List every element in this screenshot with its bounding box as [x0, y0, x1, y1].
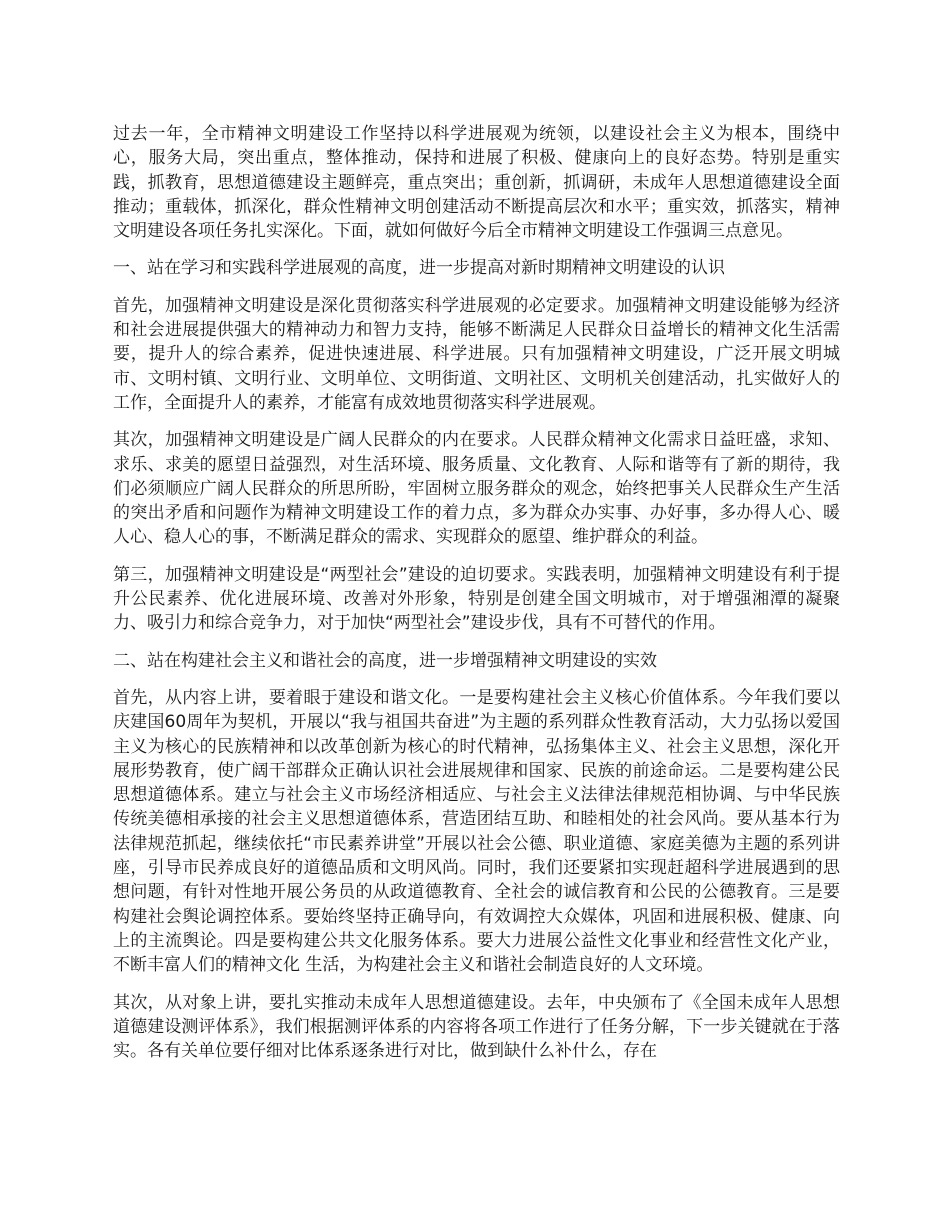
body-paragraph: 首先，从内容上讲，要着眼于建设和谐文化。一是要构建社会主义核心价值体系。今年我们要以庆建国60周年为契机，开展以“我与祖国共奋进”为主题的系列群众性教育活动，大力弘扬以爱国主义为核心的民族精神和以改革创新为核心的时代精神，弘扬集体主义、社会主义思想，深化开展形势教育，使广阔干部群众正确认识社会进展规律和国家、民族的前途命运。二是要构建公民思想道德体系。建立与社会主义市场经济相适应、与社会主义法律法律规范相协调、与中华民族传统美德相承接的社会主义思想道德体系，营造团结互助、和睦相处的社会风尚。要从基本行为法律规范抓起，继续依托“市民素养讲堂”开展以社会公德、职业道德、家庭美德为主题的系列讲座，引导市民养成良好的道德品质和文明风尚。同时，我们还要紧扣实现赶超科学进展遇到的思想问题，有针对性地开展公务员的从政道德教育、全社会的诚信教育和公民的公德教育。三是要构建社会舆论调控体系。要始终坚持正确导向，有效调控大众媒体，巩固和进展积极、健康、向上的主流舆论。四是要构建公共文化服务体系。要大力进展公益性文化事业和经营性文化产业，不断丰富人们的精神文化 生活，为构建社会主义和谐社会制造良好的人文环境。 — [113, 687, 840, 976]
intro-paragraph: 过去一年，全市精神文明建设工作坚持以科学进展观为统领，以建设社会主义为根本，围绕中心，服务大局，突出重点，整体推动，保持和进展了积极、健康向上的良好态势。特别是重实践，抓教育，思想道德建设主题鲜亮，重点突出；重创新，抓调研，未成年人思想道德建设全面推动；重载体，抓深化，群众性精神文明创建活动不断提高层次和水平；重实效，抓落实，精神文明建设各项任务扎实深化。下面，就如何做好今后全市精神文明建设工作强调三点意见。 — [113, 124, 840, 242]
body-paragraph: 其次，从对象上讲，要扎实推动未成年人思想道德建设。去年，中央颁布了《全国未成年人思想道德建设测评体系》，我们根据测评体系的内容将各项工作进行了任务分解，下一步关键就在于落实。各有关单位要仔细对比体系逐条进行对比，做到缺什么补什么，存在 — [113, 992, 840, 1062]
body-paragraph: 其次，加强精神文明建设是广阔人民群众的内在要求。人民群众精神文化需求日益旺盛，求知、求乐、求美的愿望日益强烈，对生活环境、服务质量、文化教育、人际和谐等有了新的期待，我们必须顺应广阔人民群众的所思所盼，牢固树立服务群众的观念，始终把事关人民群众生产生活的突出矛盾和问题作为精神文明建设工作的着力点，多为群众办实事、办好事，多办得人心、暖人心、稳人心的事，不断满足群众的需求、实现群众的愿望、维护群众的利益。 — [113, 430, 840, 548]
document-page — [113, 122, 840, 1076]
body-paragraph: 首先，加强精神文明建设是深化贯彻落实科学进展观的必定要求。加强精神文明建设能够为经济和社会进展提供强大的精神动力和智力支持，能够不断满足人民群众日益增长的精神文化生活需要，提升人的综合素养，促进快速进展、科学进展。只有加强精神文明建设，广泛开展文明城市、文明村镇、文明行业、文明单位、文明街道、文明社区、文明机关创建活动，扎实做好人的工作，全面提升人的素养，才能富有成效地贯彻落实科学进展观。 — [113, 295, 840, 413]
body-paragraph: 第三，加强精神文明建设是“两型社会”建设的迫切要求。实践表明，加强精神文明建设有利于提升公民素养、优化进展环境、改善对外形象，特别是创建全国文明城市，对于增强湘潭的凝聚力、吸引力和综合竞争力，对于加快“两型社会”建设步伐，具有不可替代的作用。 — [113, 564, 840, 634]
section-heading-2: 二、站在构建社会主义和谐社会的高度，进一步增强精神文明建设的实效 — [113, 650, 657, 671]
section-heading-1: 一、站在学习和实践科学进展观的高度，进一步提高对新时期精神文明建设的认识 — [113, 258, 725, 279]
